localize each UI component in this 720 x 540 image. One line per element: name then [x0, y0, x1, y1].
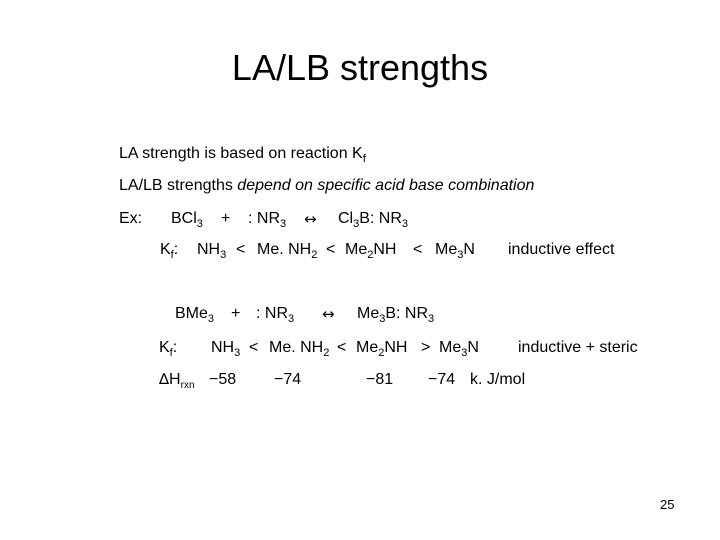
kf-label-1-sub: f	[170, 249, 174, 261]
less-than-1c: <	[413, 241, 423, 258]
product-a-text: Cl	[338, 210, 354, 227]
combination-statement	[119, 178, 534, 194]
menh2-1-text: Me. NH	[257, 241, 312, 258]
less-than-2a: <	[249, 339, 259, 356]
me2nh-1-sub: 2	[367, 249, 374, 261]
enthalpy-value-2: −74	[274, 371, 302, 388]
bcl3-reactant	[171, 210, 203, 230]
kf-label-1-colon: :	[173, 241, 179, 258]
nh3-2	[211, 339, 241, 359]
me3n-2-sub: 3	[461, 347, 468, 359]
bme3-text: BMe	[175, 305, 208, 322]
kf-label-2-colon: :	[172, 339, 178, 356]
nr3-2-sub: 3	[288, 313, 295, 325]
product2-a-text: Me	[357, 305, 380, 322]
nr3-reactant-2	[256, 305, 295, 325]
product-b-sub: 3	[401, 218, 409, 230]
plus-sign-2: +	[231, 305, 241, 322]
bcl3-text: BCl	[171, 210, 197, 227]
product2-b-text: B: NR	[385, 305, 429, 322]
kf-subscript: f	[362, 153, 366, 165]
nr3-text: : NR	[248, 210, 280, 227]
menh2-1-sub: 2	[311, 249, 318, 261]
example-label: Ex:	[119, 210, 143, 227]
nr3-sub: 3	[280, 218, 287, 230]
me3n-1	[435, 241, 475, 261]
page-number: 25	[660, 497, 675, 512]
product2-b-sub: 3	[428, 313, 435, 325]
product-b-text: B: NR	[359, 210, 402, 227]
me2nh-1	[345, 241, 397, 261]
kf-label-2	[159, 339, 178, 359]
nr3-2-text: : NR	[256, 305, 288, 322]
enthalpy-value-4: −74	[428, 371, 456, 388]
me3n-2	[439, 339, 479, 359]
combination-plain: LA/LB strengths	[119, 177, 238, 194]
kf-label-1-text: K	[160, 241, 171, 258]
me2nh-1-pre: Me	[345, 241, 368, 258]
nh3-1-sub: 3	[220, 249, 227, 261]
me3b-nr3-product	[357, 305, 435, 325]
kf-statement-text: LA strength is based on reaction K	[119, 145, 363, 162]
bcl3-sub: 3	[196, 218, 203, 230]
me2nh-1-post: NH	[373, 241, 397, 258]
me3n-1-pre: Me	[435, 241, 458, 258]
inductive-steric-note: inductive + steric	[518, 339, 638, 356]
slide-title: LA/LB strengths	[231, 47, 489, 88]
menh2-1	[257, 241, 318, 261]
me2nh-2-post: NH	[384, 339, 408, 356]
enthalpy-unit: k. J/mol	[470, 371, 526, 388]
enthalpy-value-3: −81	[366, 371, 394, 388]
me2nh-2-pre: Me	[356, 339, 379, 356]
menh2-2-sub: 2	[323, 347, 330, 359]
me3n-1-post: N	[463, 241, 475, 258]
me3n-2-pre: Me	[439, 339, 462, 356]
delta-h-sub: rxn	[180, 380, 195, 391]
nh3-1	[197, 241, 227, 261]
me2nh-2-sub: 2	[378, 347, 385, 359]
me3n-1-sub: 3	[457, 249, 464, 261]
delta-h-rxn-label	[159, 370, 195, 391]
bme3-sub: 3	[207, 313, 215, 325]
kf-label-2-text: K	[159, 339, 170, 356]
cl3b-nr3-product	[338, 210, 409, 230]
less-than-1a: <	[236, 241, 246, 258]
me3n-2-post: N	[467, 339, 479, 356]
inductive-effect-note: inductive effect	[508, 241, 615, 258]
enthalpy-value-1: −58	[209, 371, 237, 388]
combination-italic: depend on specific acid base combination	[237, 177, 535, 194]
nh3-2-text: NH	[211, 339, 235, 356]
less-than-2b: <	[337, 339, 347, 356]
kf-label-1	[160, 241, 179, 261]
product2-a-sub: 3	[379, 313, 386, 325]
nr3-reactant	[248, 210, 287, 230]
nh3-1-text: NH	[197, 241, 221, 258]
kf-statement	[119, 145, 366, 165]
product-a-sub: 3	[353, 218, 360, 230]
less-than-1b: <	[326, 241, 336, 258]
bme3-reactant	[175, 305, 215, 325]
me2nh-2	[356, 339, 408, 359]
delta-h-text: H	[169, 371, 181, 388]
menh2-2	[269, 339, 330, 359]
greater-than-2: >	[421, 339, 431, 356]
kf-label-2-sub: f	[169, 347, 173, 359]
equilibrium-arrow-icon-2: ↔	[322, 305, 335, 323]
menh2-2-text: Me. NH	[269, 339, 324, 356]
equilibrium-arrow-icon: ↔	[304, 210, 317, 228]
nh3-2-sub: 3	[234, 347, 241, 359]
delta-icon: ∆	[159, 370, 170, 388]
plus-sign: +	[221, 210, 231, 227]
